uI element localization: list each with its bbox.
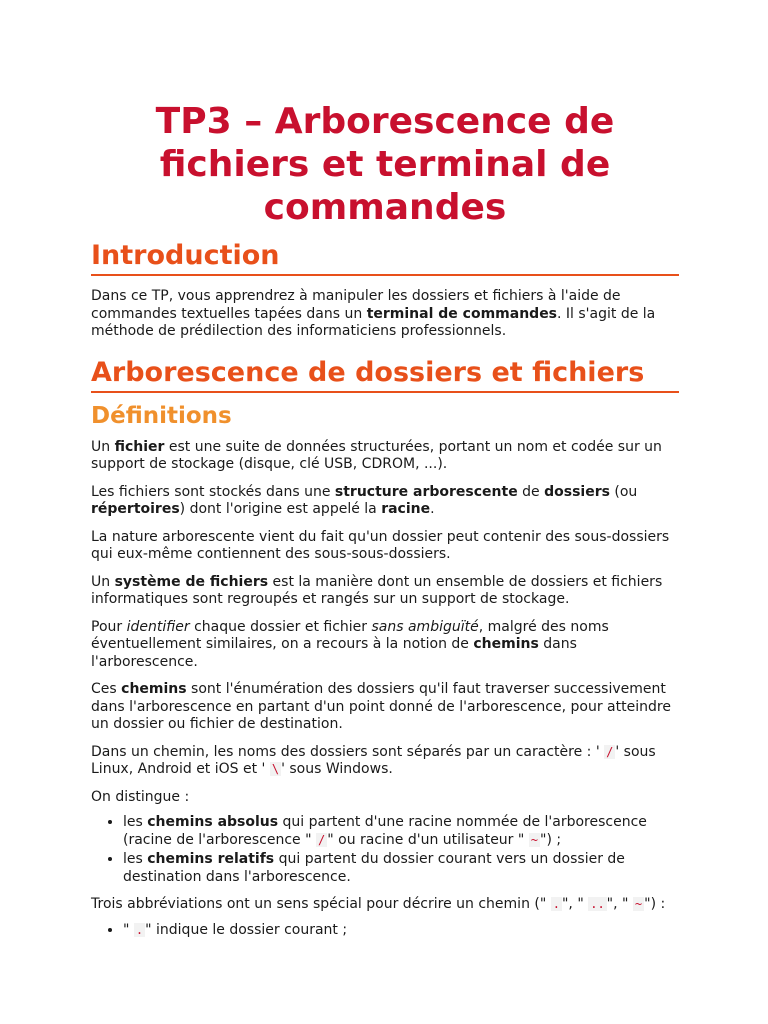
section-heading-introduction: Introduction	[91, 239, 679, 276]
definition-paragraph-distingue: On distingue :	[91, 788, 190, 805]
document-title: TP3 – Arborescence de fichiers et terminal de commandes	[155, 101, 615, 228]
abbreviations-list	[91, 922, 679, 940]
list-item-dossier-courant: • " . " indique le dossier courant ;	[123, 922, 679, 940]
code-dot: .	[135, 922, 144, 937]
definition-paragraph-separateur: Dans un chemin, les noms des dossiers sont séparés par un caractère : ' / ' sous Linux, Android et iOS et ' \ ' sous Windows.	[91, 743, 656, 777]
definition-paragraph-fichier: Un fichier est une suite de données structurées, portant un nom et codée sur un support de stockage (disque, clé USB, CDROM, ...).	[91, 438, 662, 472]
chemins-type-list	[91, 814, 679, 886]
definition-paragraph-abbreviations: Trois abbréviations ont un sens spécial pour décrire un chemin (" . ", " .. ", " ~ ") :	[91, 896, 666, 912]
code-dot: .	[552, 897, 560, 911]
definition-paragraph-nature: La nature arborescente vient du fait qu'un dossier peut contenir des sous-dossiers qui eux-même contiennent des sous-sous-dossiers.	[91, 528, 670, 562]
document-content	[91, 100, 679, 941]
subsection-heading-definitions: Définitions	[91, 402, 232, 429]
definition-paragraph-identifier: Pour identifier chaque dossier et fichier sans ambiguïté, malgré des noms éventuellement similaires, on a recours à la notion de chemins dans l'arborescence.	[91, 618, 609, 670]
list-item-chemins-absolus: • les chemins absolus qui partent d'une racine nommée de l'arborescence (racine de l'arborescence " / " ou racine d'un utilisateur " ~ ") ;	[123, 814, 679, 849]
section-heading-arborescence: Arborescence de dossiers et fichiers	[91, 356, 679, 393]
introduction-paragraph: Dans ce TP, vous apprendrez à manipuler les dossiers et fichiers à l'aide de commandes textuelles tapées dans un terminal de commandes. Il s'agit de la méthode de prédilection des informaticiens professionnels.	[91, 288, 656, 339]
definition-paragraph-chemins: Ces chemins sont l'énumération des dossiers qu'il faut traverser successivement dans l'arborescence en partant d'un point donné de l'arborescence, pour atteindre un dossier ou fichier de destination.	[91, 681, 671, 732]
code-tilde: ~	[634, 897, 643, 911]
code-slash: /	[606, 744, 614, 759]
code-dotdot: ..	[590, 897, 605, 911]
list-item-chemins-relatifs: • les chemins relatifs qui partent du dossier courant vers un dossier de destination dans l'arborescence.	[123, 851, 679, 886]
definition-paragraph-systeme: Un système de fichiers est la manière dont un ensemble de dossiers et fichiers informatiques sont regroupés et rangés sur un support de stockage.	[91, 573, 663, 607]
code-backslash: \	[271, 762, 280, 776]
code-tilde: ~	[530, 832, 539, 847]
definition-paragraph-structure: Les fichiers sont stockés dans une structure arborescente de dossiers (ou répertoires) dont l'origine est appelé la racine.	[91, 483, 638, 517]
code-slash: /	[318, 832, 326, 847]
